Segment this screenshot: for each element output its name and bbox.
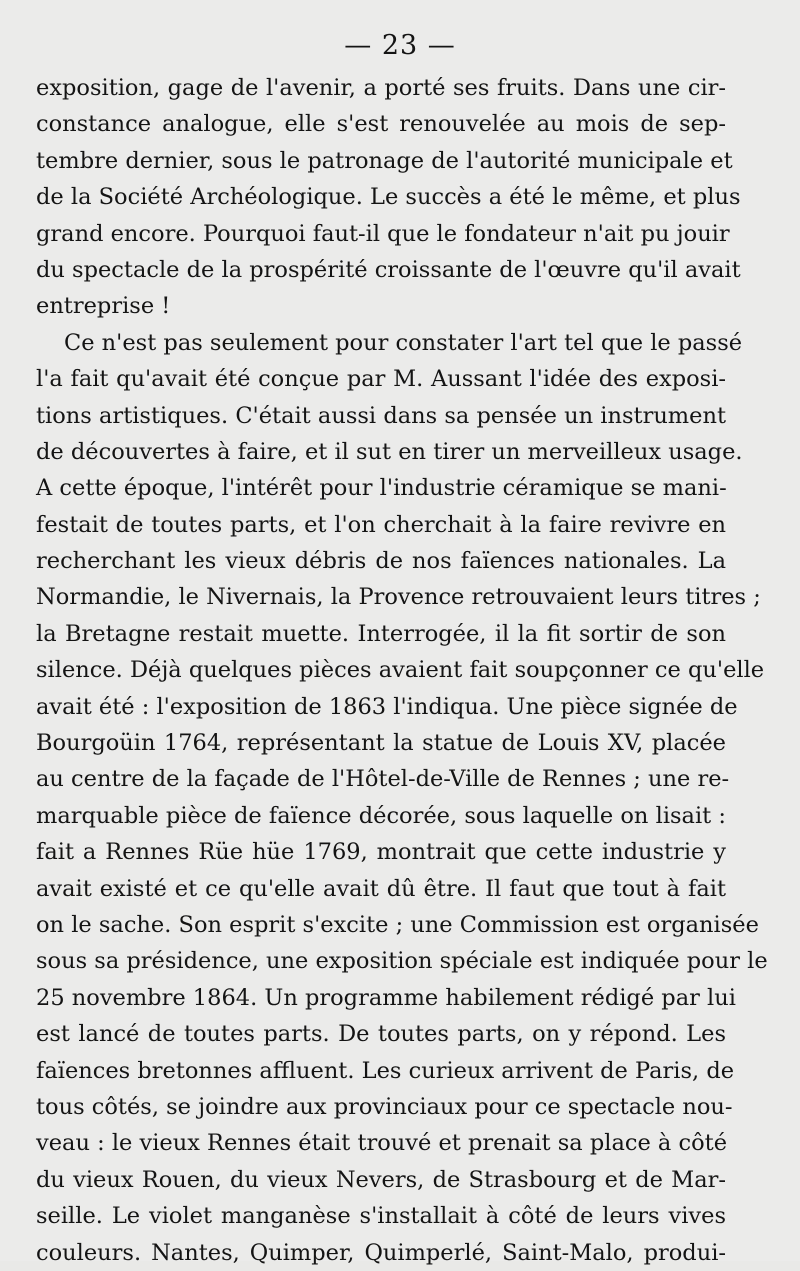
page-number: — 23 — [344, 30, 456, 61]
text-line: tous côtés, se joindre aux provinciaux pour ce spectacle nou- [36, 1093, 733, 1120]
text-line: marquable pièce de faïence décorée, sous laquelle on lisait : [36, 802, 726, 829]
text-line: Ce n'est pas seulement pour constater l'art tel que le passé [64, 329, 743, 356]
text-line: A cette époque, l'intérêt pour l'industrie céramique se mani- [36, 475, 727, 502]
text-line: de la Société Archéologique. Le succès a été le même, et plus [36, 184, 741, 211]
text-line: de découvertes à faire, et il sut en tirer un merveilleux usage. [36, 438, 743, 465]
text-line: seille. Le violet manganèse s'installait à côté de leurs vives [36, 1203, 726, 1230]
text-line: la Bretagne restait muette. Interrogée, il la fit sortir de son [36, 620, 726, 647]
text-line: au centre de la façade de l'Hôtel-de-Ville de Rennes ; une re- [36, 766, 730, 793]
text-line: exposition, gage de l'avenir, a porté ses fruits. Dans une cir- [36, 75, 726, 101]
text-line: avait existé et ce qu'elle avait dû être. Il faut que tout à fait [36, 875, 726, 902]
text-line: recherchant les vieux débris de nos faïences nationales. La [36, 548, 726, 575]
text-line: constance analogue, elle s'est renouvelée au mois de sep- [36, 111, 726, 138]
text-line: tions artistiques. C'était aussi dans sa pensée un instrument [36, 402, 726, 429]
text-line: est lancé de toutes parts. De toutes parts, on y répond. Les [36, 1021, 726, 1048]
text-line: festait de toutes parts, et l'on cherchait à la faire revivre en [36, 511, 726, 538]
text-line: du vieux Rouen, du vieux Nevers, de Strasbourg et de Mar- [36, 1166, 726, 1193]
text-line: grand encore. Pourquoi faut-il que le fondateur n'ait pu jouir [36, 220, 730, 247]
text-line: sous sa présidence, une exposition spéciale est indiquée pour le [36, 948, 768, 975]
text-line: entreprise ! [36, 293, 171, 320]
text-line: faïences bretonnes affluent. Les curieux arrivent de Paris, de [36, 1057, 735, 1084]
text-line: tembre dernier, sous le patronage de l'autorité municipale et [36, 147, 733, 174]
text-line: on le sache. Son esprit s'excite ; une Commission est organisée [36, 911, 759, 938]
text-line: couleurs. Nantes, Quimper, Quimperlé, Saint-Malo, produi- [36, 1239, 726, 1266]
text-line: avait été : l'exposition de 1863 l'indiqua. Une pièce signée de [36, 693, 738, 720]
text-line: fait a Rennes Rüe hüe 1769, montrait que cette industrie y [36, 839, 726, 866]
text-line: Normandie, le Nivernais, la Provence retrouvaient leurs titres ; [36, 584, 761, 611]
text-line: 25 novembre 1864. Un programme habilement rédigé par lui [36, 984, 736, 1011]
text-line: silence. Déjà quelques pièces avaient fait soupçonner ce qu'elle [36, 657, 765, 684]
text-line: Bourgoüin 1764, représentant la statue de Louis XV, placée [36, 730, 726, 757]
text-line: l'a fait qu'avait été conçue par M. Aussant l'idée des exposi- [36, 366, 726, 393]
body-text [36, 70, 768, 1271]
text-line: du spectacle de la prospérité croissante de l'œuvre qu'il avait [36, 256, 741, 283]
text-line: veau : le vieux Rennes était trouvé et prenait sa place à côté [36, 1130, 728, 1157]
